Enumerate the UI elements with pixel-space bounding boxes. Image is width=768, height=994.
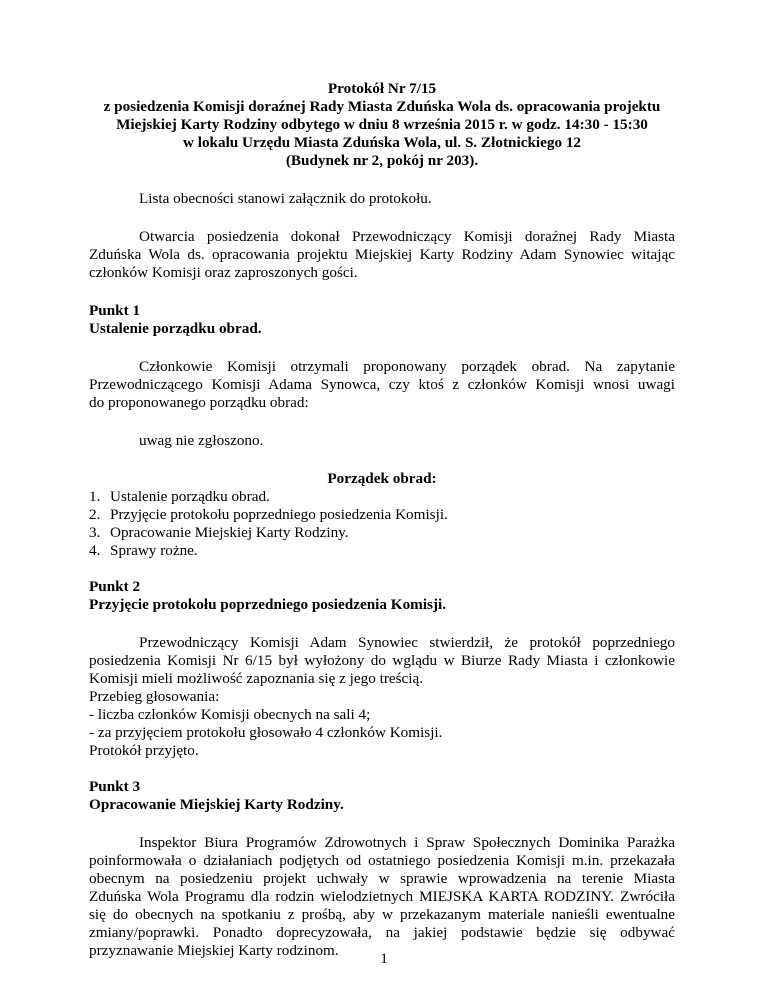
point3-title: Opracowanie Miejskiej Karty Rodziny. xyxy=(89,796,344,813)
point1-paragraph xyxy=(89,358,675,412)
opening-paragraph xyxy=(89,228,675,282)
paragraph-line: przyznawanie Miejskiej Karty rodzinom. xyxy=(89,942,339,959)
paragraph-line: się do obecnych na spotkaniu z prośbą, aby w przekazanym materiale nanieśli ewentualne xyxy=(89,906,675,923)
point2-label: Punkt 2 xyxy=(89,578,141,595)
point2-title: Przyjęcie protokołu poprzedniego posiedzenia Komisji. xyxy=(89,596,447,613)
agenda-item-text: Sprawy rożne. xyxy=(110,542,198,559)
attendance-note: Lista obecności stanowi załącznik do protokołu. xyxy=(139,190,432,207)
paragraph-line: Członkowie Komisji otrzymali proponowany porządek obrad. Na zapytanie xyxy=(139,358,675,375)
agenda-item-number: 2. xyxy=(89,506,101,523)
document-title xyxy=(89,80,675,170)
paragraph-line: członków Komisji oraz zaproszonych gości. xyxy=(89,264,358,281)
point2-paragraph xyxy=(89,634,675,760)
title-line: w lokalu Urzędu Miasta Zduńska Wola, ul. S. Złotnickiego 12 xyxy=(182,134,582,151)
title-line: z posiedzenia Komisji doraźnej Rady Miasta Zduńska Wola ds. opracowania projektu xyxy=(103,98,661,115)
vote-line: - za przyjęciem protokołu głosowało 4 członków Komisji. xyxy=(89,724,443,741)
point3-label: Punkt 3 xyxy=(89,778,141,795)
vote-result: Protokół przyjęto. xyxy=(89,742,199,759)
paragraph-line: poinformowała o działaniach podjętych od ostatniego posiedzenia Komisji m.in. przekazała xyxy=(89,852,675,869)
paragraph-line: Przewodniczącego Komisji Adama Synowca, czy ktoś z członków Komisji wnosi uwagi xyxy=(89,376,675,393)
vote-line: - liczba członków Komisji obecnych na sali 4; xyxy=(89,706,371,723)
agenda-heading: Porządek obrad: xyxy=(327,470,437,487)
point1-title: Ustalenie porządku obrad. xyxy=(89,320,262,337)
paragraph-line: Zduńska Wola Programu dla rodzin wielodzietnych MIEJSKA KARTA RODZINY. Zwróciła xyxy=(89,888,675,905)
paragraph-line: Komisji mieli możliwość zapoznania się z jego treścią. xyxy=(89,670,424,687)
title-line: Miejskiej Karty Rodziny odbytego w dniu 8 września 2015 r. w godz. 14:30 - 15:30 xyxy=(116,116,648,133)
title-line: (Budynek nr 2, pokój nr 203). xyxy=(285,152,479,169)
point3-section xyxy=(89,778,675,814)
agenda-item-number: 3. xyxy=(89,524,101,541)
agenda-item-number: 4. xyxy=(89,542,101,559)
vote-line: Przebieg głosowania: xyxy=(89,688,220,705)
paragraph-line: Otwarcia posiedzenia dokonał Przewodniczący Komisji doraźnej Rady Miasta xyxy=(139,228,675,245)
agenda-item xyxy=(89,488,675,506)
page-number: 1 xyxy=(380,950,388,967)
agenda-item xyxy=(89,506,675,524)
point1-section xyxy=(89,302,675,338)
paragraph-line: Przewodniczący Komisji Adam Synowiec stwierdził, że protokół poprzedniego xyxy=(139,634,675,651)
paragraph-line: do proponowanego porządku obrad: xyxy=(89,394,309,411)
agenda-item-text: Przyjęcie protokołu poprzedniego posiedzenia Komisji. xyxy=(110,506,448,523)
paragraph-line: obecnym na posiedzeniu projekt uchwały w sprawie wprowadzenia na terenie Miasta xyxy=(89,870,675,887)
paragraph-line: posiedzenia Komisji Nr 6/15 był wyłożony do wglądu w Biurze Rady Miasta i członkowie xyxy=(89,652,675,669)
point3-paragraph xyxy=(89,834,675,960)
agenda-item xyxy=(89,524,675,542)
document-page xyxy=(89,80,675,960)
paragraph-line: zmiany/poprawki. Ponadto doprecyzowała, na jakiej podstawie będzie się odbywać xyxy=(89,924,675,941)
point1-label: Punkt 1 xyxy=(89,302,141,319)
agenda-item-text: Ustalenie porządku obrad. xyxy=(110,488,270,505)
agenda-item-number: 1. xyxy=(89,488,101,505)
point2-section xyxy=(89,578,675,614)
paragraph-line: Zduńska Wola ds. opracowania projektu Miejskiej Karty Rodziny Adam Synowiec witając xyxy=(89,246,675,263)
agenda-item xyxy=(89,542,675,560)
paragraph-line: Inspektor Biura Programów Zdrowotnych i Spraw Społecznych Dominika Parażka xyxy=(139,834,675,851)
agenda-item-text: Opracowanie Miejskiej Karty Rodziny. xyxy=(110,524,349,541)
title-line: Protokół Nr 7/15 xyxy=(327,80,437,97)
agenda-list xyxy=(89,488,675,560)
point1-response: uwag nie zgłoszono. xyxy=(139,432,264,449)
